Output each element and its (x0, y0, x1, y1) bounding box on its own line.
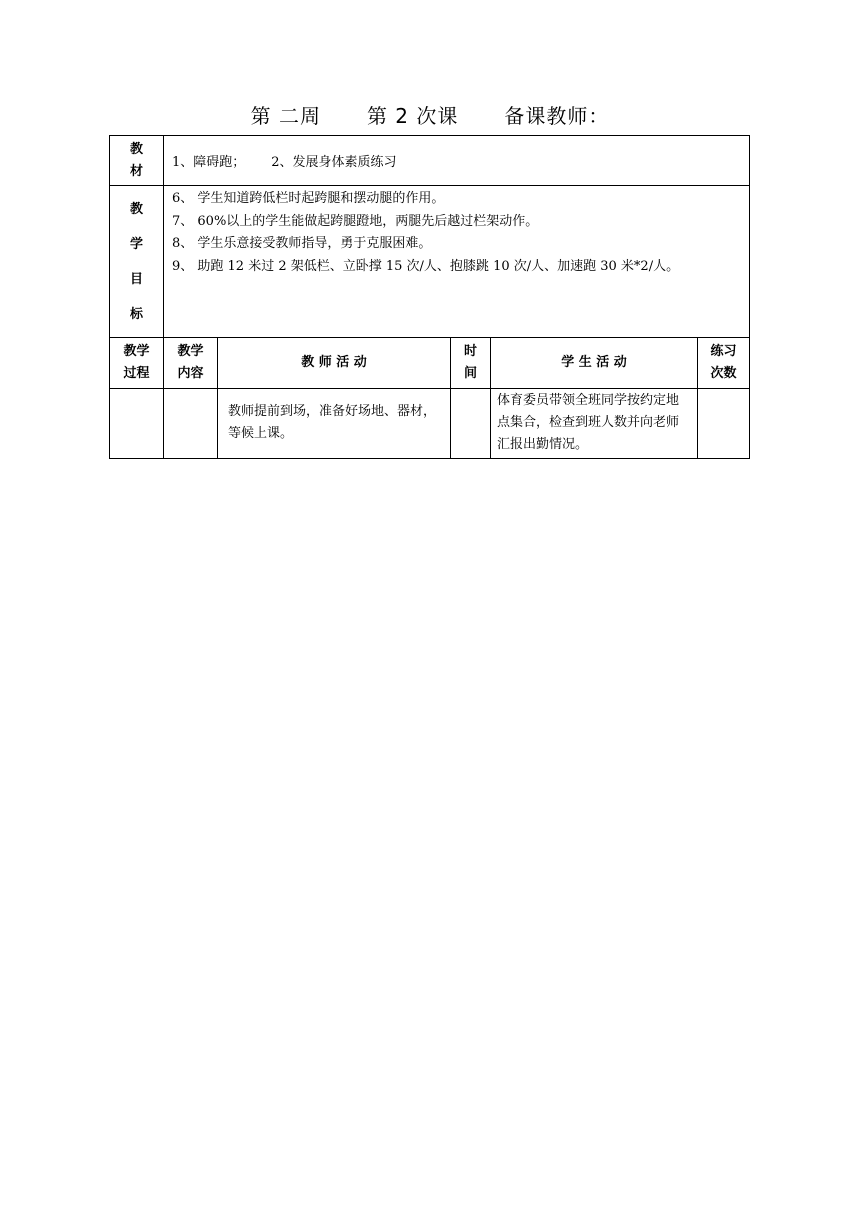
header-process: 教学 过程 (110, 338, 164, 389)
goals-row (110, 186, 750, 338)
goals-label-char: 标 (129, 306, 143, 322)
cell-teacher-activity: 教师提前到场，准备好场地、器材，等候上课。 (218, 389, 451, 459)
header-teacher-activity: 教 师 活 动 (218, 338, 451, 389)
cell-process (110, 389, 164, 459)
goal-item: 8、 学生乐意接受教师指导，勇于克服困难。 (172, 236, 432, 251)
table-row (110, 389, 750, 459)
goals-label-char: 学 (129, 236, 143, 252)
goals-label-cell (110, 186, 164, 338)
materials-label-cell (110, 136, 164, 186)
cell-content (164, 389, 218, 459)
goals-label-char: 目 (129, 271, 143, 287)
goal-item: 6、 学生知道跨低栏时起跨腿和摆动腿的作用。 (172, 191, 445, 206)
header-time: 时 间 (451, 338, 491, 389)
cell-student-activity: 体育委员带领全班同学按约定地点集合，检查到班人数并向老师汇报出勤情况。 (491, 389, 698, 459)
lesson-plan-table (109, 135, 750, 459)
header-content: 教学 内容 (164, 338, 218, 389)
header-practice-count: 练习 次数 (698, 338, 750, 389)
cell-time (451, 389, 491, 459)
teacher-label: 备课教师： (504, 104, 610, 128)
week-label: 第 二周 (250, 104, 321, 128)
cell-practice-count (698, 389, 750, 459)
goals-cell (164, 186, 750, 338)
materials-row (110, 136, 750, 186)
material-item-1: 1、障碍跑； (172, 155, 246, 170)
goal-item: 9、 助跑 12 米过 2 架低栏、立卧撑 15 次/人、抱膝跳 10 次/人、加速跑 30 米*2/人。 (172, 258, 680, 274)
process-header-row (110, 338, 750, 389)
lesson-label: 第 2 次课 (366, 104, 459, 128)
header-student-activity: 学 生 活 动 (491, 338, 698, 389)
materials-cell (164, 136, 750, 186)
page-title (0, 100, 860, 129)
material-item-2: 2、发展身体素质练习 (271, 155, 397, 170)
goal-item: 7、 60%以上的学生能做起跨腿蹬地，两腿先后越过栏架动作。 (172, 213, 539, 229)
materials-label: 教 材 (129, 141, 143, 179)
goals-label-char: 教 (129, 201, 143, 217)
